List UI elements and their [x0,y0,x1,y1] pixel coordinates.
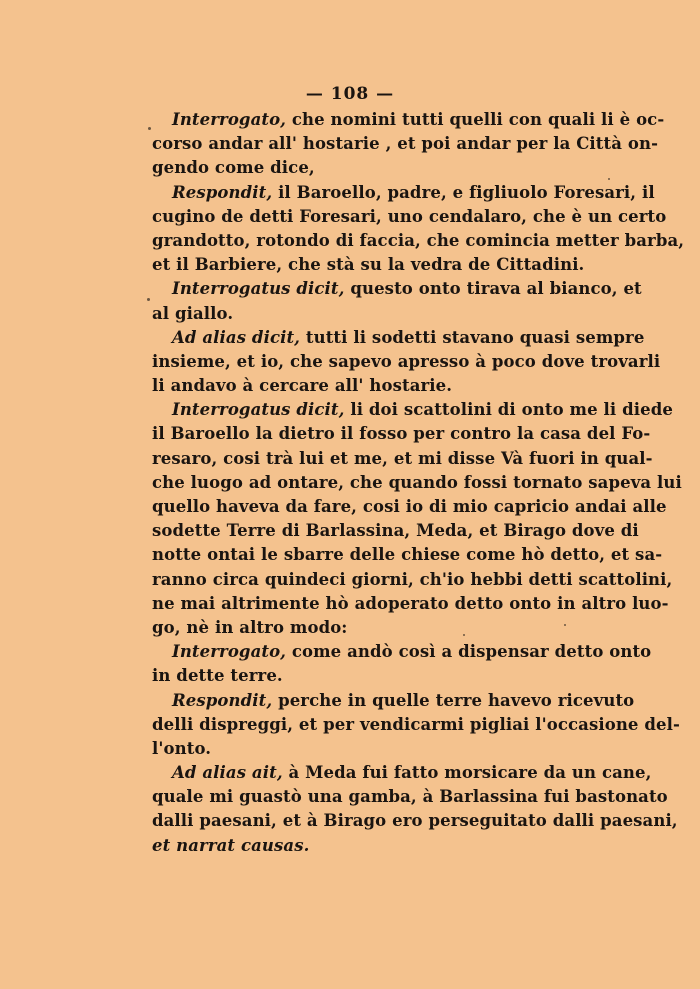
text-run: quale mi guastò una gamba, à Barlassina fui bastonato [152,787,668,807]
text-line [152,568,673,592]
text-run: sodette Terre di Barlassina, Meda, et Birago dove di [152,521,639,541]
print-speck [564,624,566,626]
text-line [152,543,663,567]
italic-phrase: Interrogatus dicit, [172,400,345,420]
print-speck [608,178,610,180]
text-line [152,302,604,326]
print-speck [148,127,151,130]
text-run: go, nè in altro modo: [152,617,348,637]
text-run: tutti li sodetti stavano quasi sempre [300,327,645,347]
text-run: li doi scattolini di onto me li diede [344,400,673,420]
text-body [152,108,685,858]
text-run: li andavo à cercare all' hostarie. [152,376,453,396]
text-line [152,713,680,737]
text-run: delli dispreggi, et per vendicarmi pigliai l'occasione del- [152,714,680,734]
text-run: gendo come dice, [152,158,315,178]
italic-phrase: Respondit, [172,690,273,710]
italic-phrase: Respondit, [172,182,273,202]
text-line [152,785,668,809]
text-run: ne mai altrimente hò adoperato detto onto in altro luo- [152,593,669,613]
text-line [152,519,639,543]
text-line [152,737,604,761]
text-line [152,592,669,616]
text-line [152,374,604,398]
text-run: grandotto, rotondo di faccia, che comincia metter barba, [152,230,685,250]
text-line [152,253,604,277]
text-line [152,326,645,350]
text-run: cugino de detti Foresari, uno cendalaro, che è un certo [152,206,667,226]
italic-phrase: et narrat causas. [152,835,310,855]
text-line [152,277,642,301]
text-line [152,664,604,688]
text-line [152,350,661,374]
italic-phrase: Interrogato, [172,110,287,129]
italic-phrase: Interrogato, [172,642,287,662]
text-line [152,834,604,858]
text-line [152,229,685,253]
text-line [152,761,652,785]
text-run: come andò così a dispensar detto onto [286,642,652,662]
text-run: resaro, cosi trà lui et me, et mi disse Và fuori in qual- [152,448,653,468]
text-line [152,495,667,519]
text-line [152,616,604,640]
text-run: quello haveva da fare, cosi io di mio capricio andai alle [152,497,667,516]
text-run: che nomini tutti quelli con quali li è oc- [286,110,665,129]
page-number: — 108 — [305,84,395,104]
text-run: il Baroello la dietro il fosso per contro la casa del Fo- [152,424,651,444]
text-line [152,108,665,132]
text-line [152,640,652,664]
text-line [152,447,653,471]
print-speck [463,634,465,636]
text-run: l'onto. [152,738,212,758]
text-run: insieme, et io, che sapevo apresso à poco dove trovarli [152,351,661,371]
text-run: questo onto tirava al bianco, et [344,279,642,299]
text-run: in dette terre. [152,666,283,686]
text-line [152,181,655,205]
text-run: corso andar all' hostarie , et poi andar per la Città on- [152,134,659,154]
text-run: dalli paesani, et à Birago ero perseguitato dalli paesani, [152,811,678,831]
text-run: che luogo ad ontare, che quando fossi tornato sapeva lui [152,472,682,492]
italic-phrase: Ad alias dicit, [172,327,301,347]
text-line [152,398,673,422]
italic-phrase: Interrogatus dicit, [172,279,345,299]
text-run: notte ontai le sbarre delle chiese come hò detto, et sa- [152,545,663,565]
text-run: à Meda fui fatto morsicare da un cane, [282,763,652,783]
text-run: al giallo. [152,303,234,323]
text-line [152,156,604,180]
print-speck [147,298,150,301]
text-run: et il Barbiere, che stà su la vedra de Cittadini. [152,255,585,275]
text-line [152,205,667,229]
italic-phrase: Ad alias ait, [172,763,283,783]
text-line [152,809,678,833]
text-run: il Baroello, padre, e figliuolo Foresari, il [272,182,655,202]
text-line [152,689,635,713]
text-line [152,422,651,446]
text-line [152,132,659,156]
text-run: perche in quelle terre havevo ricevuto [272,690,635,710]
text-run: ranno circa quindeci giorni, ch'io hebbi detti scattolini, [152,569,673,589]
text-line [152,471,682,495]
